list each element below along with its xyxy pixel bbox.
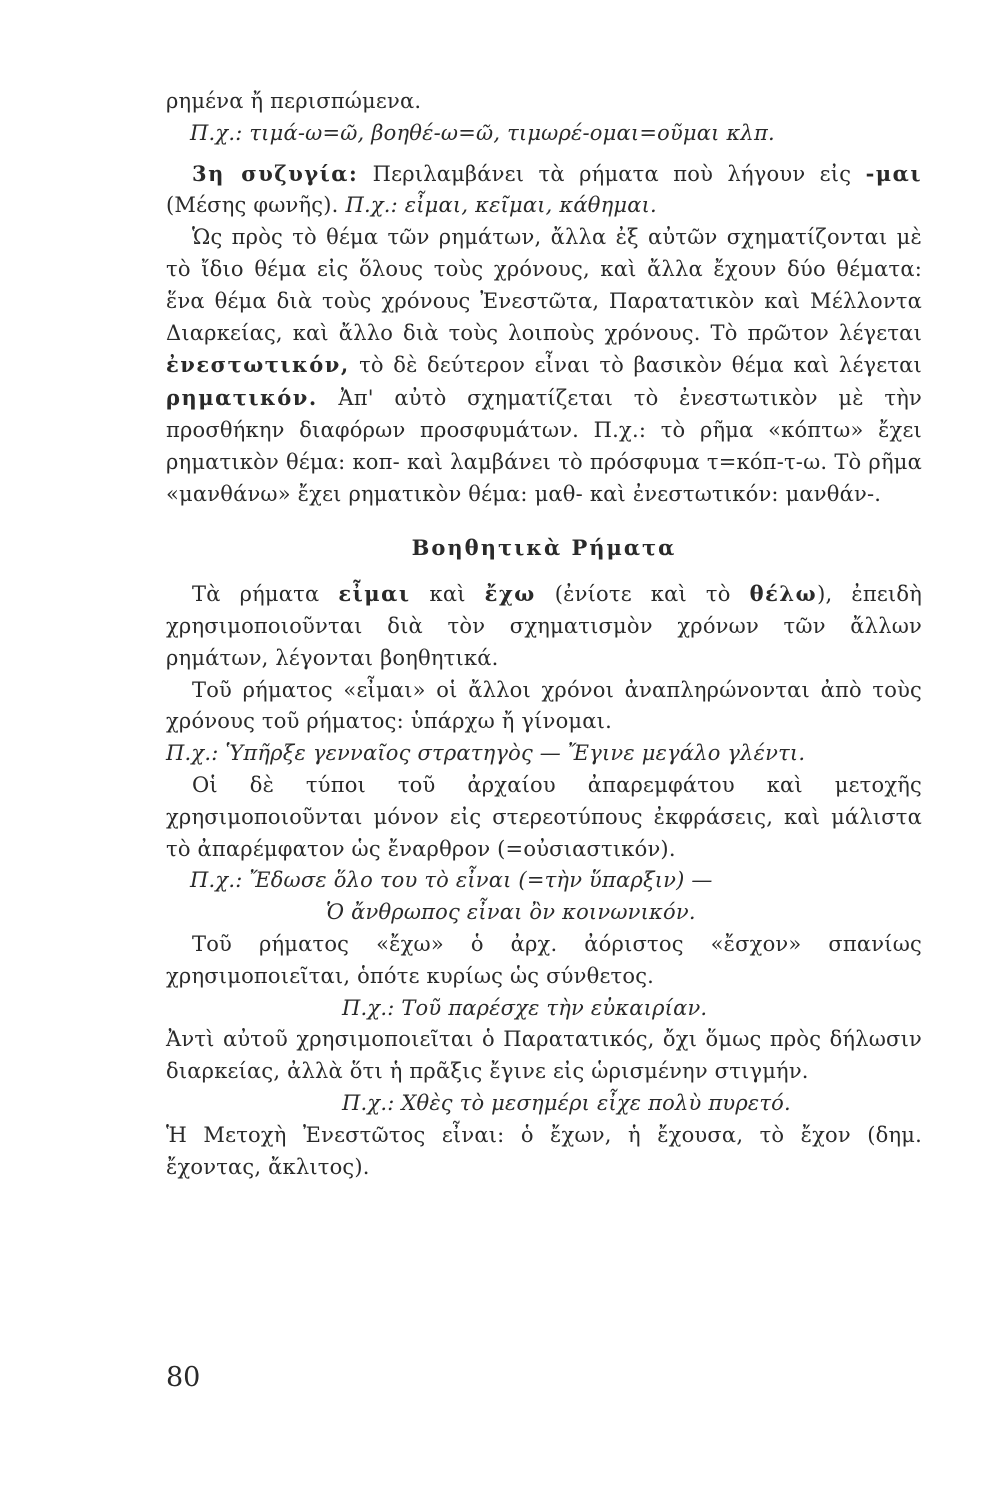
ending-term: -μαι [865,160,922,186]
example-line [166,1088,922,1120]
conjugation-label: 3η συζυγία: [192,160,359,186]
text-run: Ἡ Μετοχὴ Ἐνεστῶτος εἶναι: ὁ ἔχων, ἡ ἔχουσα, τὸ ἔχον (δημ. ἔχοντας, ἄκλιτος). [166,1122,922,1179]
auxiliary-paragraph [166,578,922,674]
stem-paragraph [166,222,922,510]
text-run: Ἀπ' αὐτὸ σχηματίζεται τὸ ἐνεστωτικὸν μὲ τὴν προσθήκην διαφόρων προσφυμάτων. Π.χ.: τὸ ρῆμα «κόπτω» ἔχει ρηματικὸν θέμα: κοπ- καὶ λαμβάνει τὸ πρόσφυμα τ=κόπ-τ-ω. Τὸ ρῆμα «μανθάνω» ἔχει ρηματικὸν θέμα: μαθ- καὶ ἐνεστωτικόν: μανθάν-. [166,386,922,506]
imperfect-paragraph [166,1024,922,1088]
text-run: Οἱ δὲ τύποι τοῦ ἀρχαίου ἀπαρεμφάτου καὶ μετοχῆς χρησιμοποιοῦνται μόνον εἰς στερεοτύπους ἐκφράσεις, καὶ μάλιστα τὸ ἀπαρέμφατον ὡς ἔναρθρον (=οὐσιαστικόν). [166,772,922,861]
example-text: Π.χ.: τιμά-ω=ῶ, βοηθέ-ω=ῶ, τιμωρέ-ομαι=οῦμαι κλπ. [190,120,775,145]
term-echo: ἔχω [484,581,536,607]
example-text: Π.χ.: Χθὲς τὸ μεσημέρι εἶχε πολὺ πυρετό. [342,1090,791,1115]
text-run: Περιλαμβάνει τὰ ρήματα ποὺ λήγουν εἰς [372,161,852,186]
text-run: Τὰ ρήματα [192,582,320,607]
participle-paragraph [166,1120,922,1184]
eimai-paragraph [166,675,922,739]
term-verbal-stem: ρηματικόν. [166,385,318,411]
example-line [166,118,922,150]
text-run: ρημένα ἤ περισπώμενα. [166,89,422,113]
text-run: Ἀντὶ αὐτοῦ χρησιμοποιεῖται ὁ Παρατατικός, ὄχι ὅμως πρὸς δήλωσιν διαρκείας, ἀλλὰ ὅτι ἡ πρᾶξις ἔγινε εἰς ὡρισμένην στιγμήν. [166,1027,922,1084]
example-line [166,865,922,897]
example-text: Ὁ ἄνθρωπος εἶναι ὂν κοινωνικόν. [326,900,696,925]
example-line [166,993,922,1025]
page-body [166,86,922,1183]
page-number: 80 [166,1362,201,1393]
example-text: Π.χ.: Τοῦ παρέσχε τὴν εὐκαιρίαν. [342,995,708,1020]
example-line [166,738,922,770]
text-run: καὶ [429,582,466,607]
term-present-stem: ἐνεστωτικόν, [166,352,350,378]
text-run: (ἐνίοτε καὶ τὸ [554,582,731,607]
text-run: ), ἐπειδὴ χρησιμοποιοῦνται διὰ τὸν σχηματισμὸν χρόνων τῶν ἄλλων ρημάτων, λέγονται βοηθητικά. [166,582,922,670]
term-eimai: εἶμαι [338,581,411,607]
text-run: Ὡς πρὸς τὸ θέμα τῶν ρημάτων, ἄλλα ἐξ αὐτῶν σχηματίζονται μὲ τὸ ἴδιο θέμα εἰς ὅλους τοὺς χρόνους, καὶ ἄλλα ἔχουν δύο θέματα: ἕνα θέμα διὰ τοὺς χρόνους Ἐνεστῶτα, Παρατατικὸν καὶ Μέλλοντα Διαρκείας, καὶ ἄλλο διὰ τοὺς λοιποὺς χρόνους. Τὸ πρῶτον λέγεται [166,225,922,345]
conjugation-paragraph [166,158,922,223]
text-line [166,86,922,118]
text-run: Τοῦ ρήματος «εἶμαι» οἱ ἄλλοι χρόνοι ἀναπληρώνονται ἀπὸ τοὺς χρόνους τοῦ ρήματος: ὑπάρχω ἤ γίνομαι. [166,677,922,734]
text-run: τὸ δὲ δεύτερον εἶναι τὸ βασικὸν θέμα καὶ λέγεται [359,353,922,378]
text-run: (Μέσης φωνῆς). [166,193,339,218]
example-text: Π.χ.: Ἔδωσε ὅλο του τὸ εἶναι (=τὴν ὕπαρξιν) — [190,868,713,893]
text-run: Τοῦ ρήματος «ἔχω» ὁ ἀρχ. ἀόριστος «ἔσχον» σπανίως χρησιμοποιεῖται, ὁπότε κυρίως ὡς σύνθετος. [166,931,922,988]
section-heading: Βοηθητικὰ Ρήματα [411,535,677,561]
echo-paragraph [166,929,922,993]
example-line [166,897,922,929]
example-text: Π.χ.: Ὑπῆρξε γενναῖος στρατηγὸς — Ἔγινε μεγάλο γλέντι. [166,741,806,766]
infinitive-paragraph [166,770,922,865]
example-text: Π.χ.: εἶμαι, κεῖμαι, κάθημαι. [345,193,657,218]
term-thelo: θέλω [749,581,818,607]
